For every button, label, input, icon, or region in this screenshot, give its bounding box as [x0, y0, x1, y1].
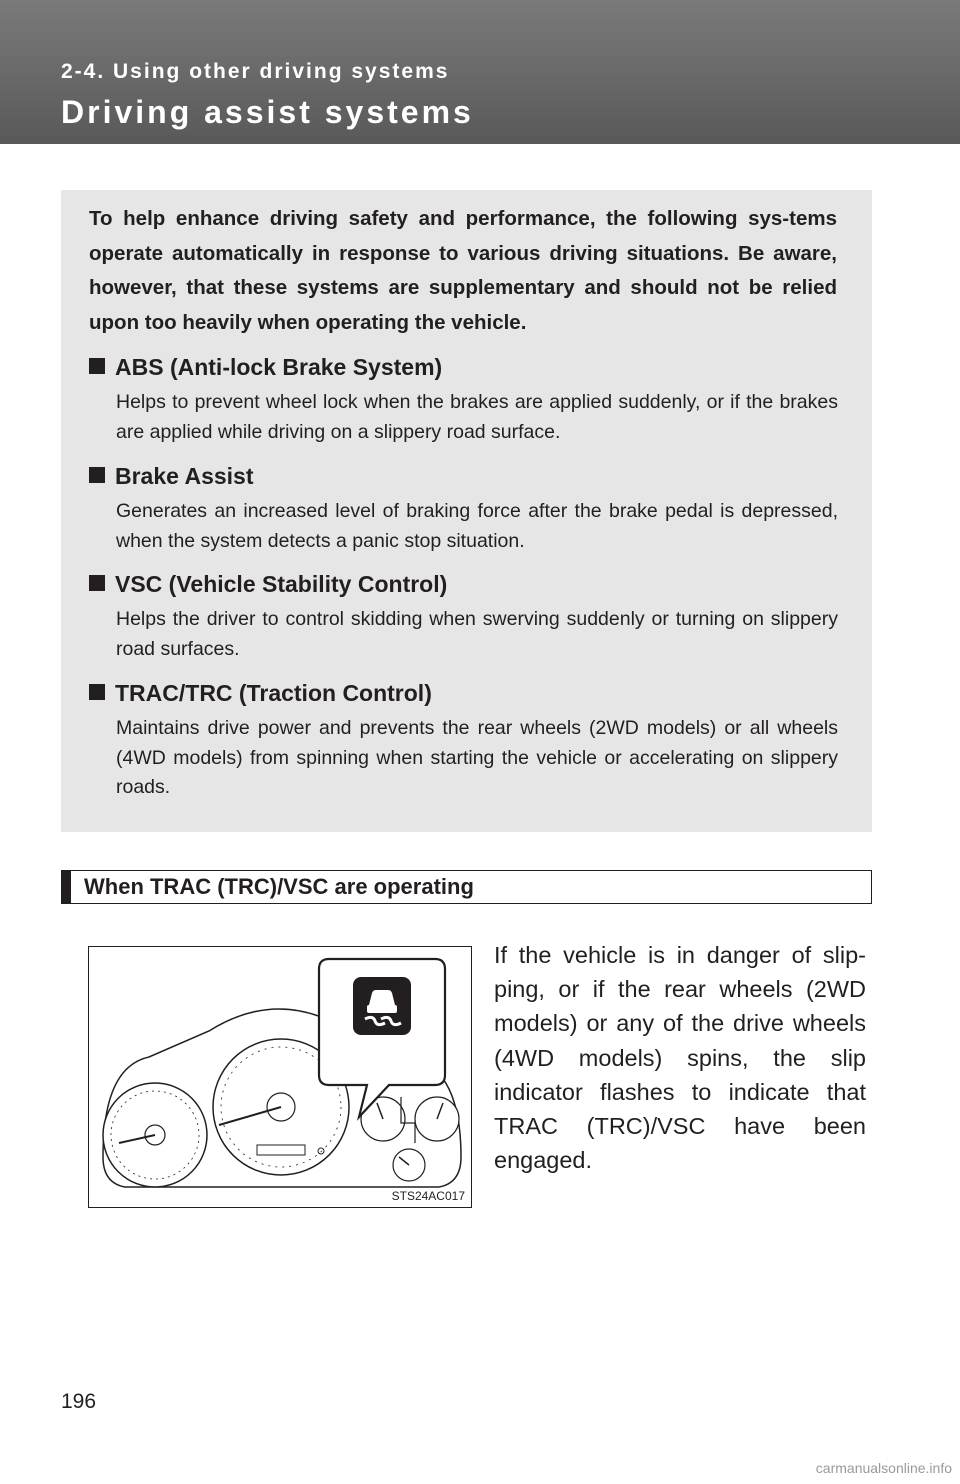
intro-text: To help enhance driving safety and performance, the following sys-tems operate automatically in response to various driving situations. Be aware, however, that these systems are supplementary and should not be relied upon too heavily when operating the vehicle. — [89, 207, 837, 334]
system-vsc — [89, 569, 839, 664]
watermark: carmanualsonline.info — [815, 1460, 952, 1476]
page-number: 196 — [61, 1390, 97, 1413]
square-bullet-icon — [89, 358, 105, 374]
system-description: Helps to prevent wheel lock when the brakes are applied suddenly, or if the brakes are applied while driving on a slippery road surface. — [116, 391, 838, 443]
section-label: 2-4. Using other driving systems — [61, 60, 450, 83]
system-abs — [89, 352, 839, 447]
heading-bar — [62, 871, 71, 903]
page-header — [0, 0, 960, 144]
figure-code: STS24AC017 — [391, 1189, 465, 1203]
system-brake-assist — [89, 461, 839, 556]
system-title: VSC (Vehicle Stability Control) — [89, 569, 839, 599]
intro-box — [61, 190, 872, 832]
slip-indicator-icon — [353, 977, 411, 1035]
system-description: Helps the driver to control skidding when swerving suddenly or turning on slippery road surfaces. — [116, 608, 838, 660]
page-title: Driving assist systems — [61, 94, 474, 130]
system-trac — [89, 678, 839, 803]
square-bullet-icon — [89, 684, 105, 700]
square-bullet-icon — [89, 575, 105, 591]
square-bullet-icon — [89, 467, 105, 483]
subsection-heading-text: When TRAC (TRC)/VSC are operating — [84, 874, 474, 899]
system-title: Brake Assist — [89, 461, 839, 491]
subsection-heading — [61, 870, 872, 904]
instrument-cluster-figure — [88, 946, 472, 1208]
system-title: TRAC/TRC (Traction Control) — [89, 678, 839, 708]
instrument-cluster-illustration — [89, 947, 471, 1207]
system-description: Maintains drive power and prevents the rear wheels (2WD models) or all wheels (4WD models) from spinning when starting the vehicle or accelerating on slippery roads. — [116, 717, 838, 798]
system-description: Generates an increased level of braking force after the brake pedal is depressed, when the system detects a panic stop situation. — [116, 500, 838, 552]
system-title: ABS (Anti-lock Brake System) — [89, 352, 839, 382]
subsection-body-text: If the vehicle is in danger of slip-ping, or if the rear wheels (2WD models) or any of the drive wheels (4WD models) spins, the slip indicator flashes to indicate that TRAC (TRC)/VSC have been engaged. — [494, 942, 866, 1174]
